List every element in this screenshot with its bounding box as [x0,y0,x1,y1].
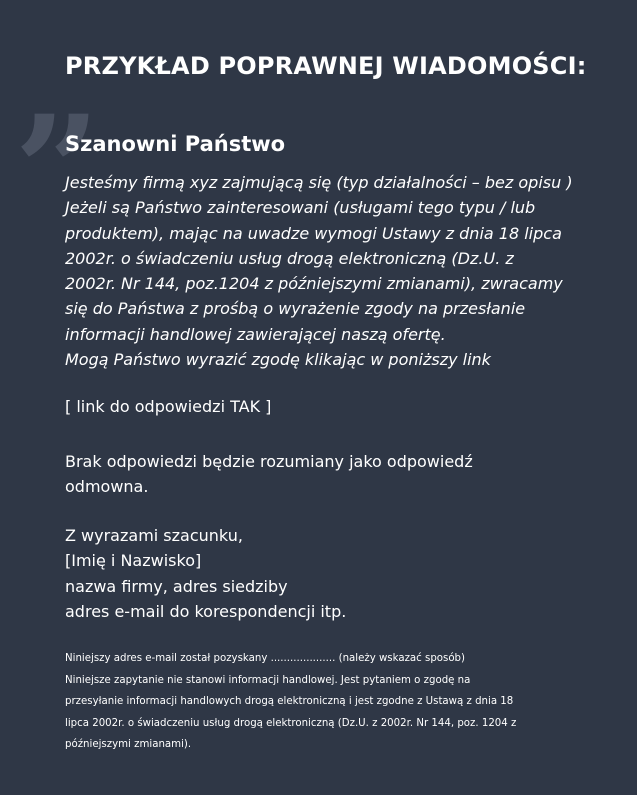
footer-line: Niniejsze zapytanie nie stanowi informacji handlowej. Jest pytaniem o zgodę na [65,674,471,686]
footer-line: przesyłanie informacji handlowych drogą elektroniczną i jest zgodne z Ustawą z dnia 18 [65,696,514,708]
quote-icon: ” [14,83,101,259]
signature-line: [Imię i Nazwisko] [65,551,202,571]
legal-footer [65,648,605,756]
no-reply-notice [65,449,565,499]
message-body-line: się do Państwa z prośbą o wyrażenie zgody na przesłanie [65,299,526,319]
signature-block [65,523,346,624]
message-body [65,170,605,372]
signature-line: adres e-mail do korespondencji itp. [65,601,347,621]
signature-line: nazwa firmy, adres siedziby [65,576,288,596]
message-body-line: informacji handlowej zawierającej naszą ofertę. [65,324,446,344]
message-body-line: Jesteśmy firmą xyz zajmującą się (typ działalności – bez opisu ) [65,173,573,192]
footer-line: lipca 2002r. o świadczeniu usług drogą elektroniczną (Dz.U. z 2002r. Nr 144, poz. 1204 z [65,717,517,729]
greeting: Szanowni Państwo [65,132,286,156]
message-body-line: produktem), mając na uwadze wymogi Ustawy z dnia 18 lipca [65,223,562,243]
footer-line: Niniejszy adres e-mail został pozyskany .................... (należy wskazać sposób) [65,653,465,664]
message-body-line: Mogą Państwo wyrazić zgodę klikając w poniższy link [65,350,491,370]
page-heading: PRZYKŁAD POPRAWNEJ WIADOMOŚCI: [65,52,587,80]
consent-link-placeholder: [ link do odpowiedzi TAK ] [65,397,272,416]
footer-line: późniejszymi zmianami). [65,739,192,751]
no-reply-line: Brak odpowiedzi będzie rozumiany jako odpowiedź [65,452,473,471]
message-body-line: 2002r. Nr 144, poz.1204 z późniejszymi zmianami), zwracamy [65,274,563,294]
message-body-line: 2002r. o świadczeniu usług drogą elektroniczną (Dz.U. z [65,248,514,268]
no-reply-line: odmowna. [65,477,149,496]
message-body-line: Jeżeli są Państwo zainteresowani (usługami tego typu / lub [65,198,536,218]
signature-line: Z wyrazami szacunku, [65,526,243,545]
